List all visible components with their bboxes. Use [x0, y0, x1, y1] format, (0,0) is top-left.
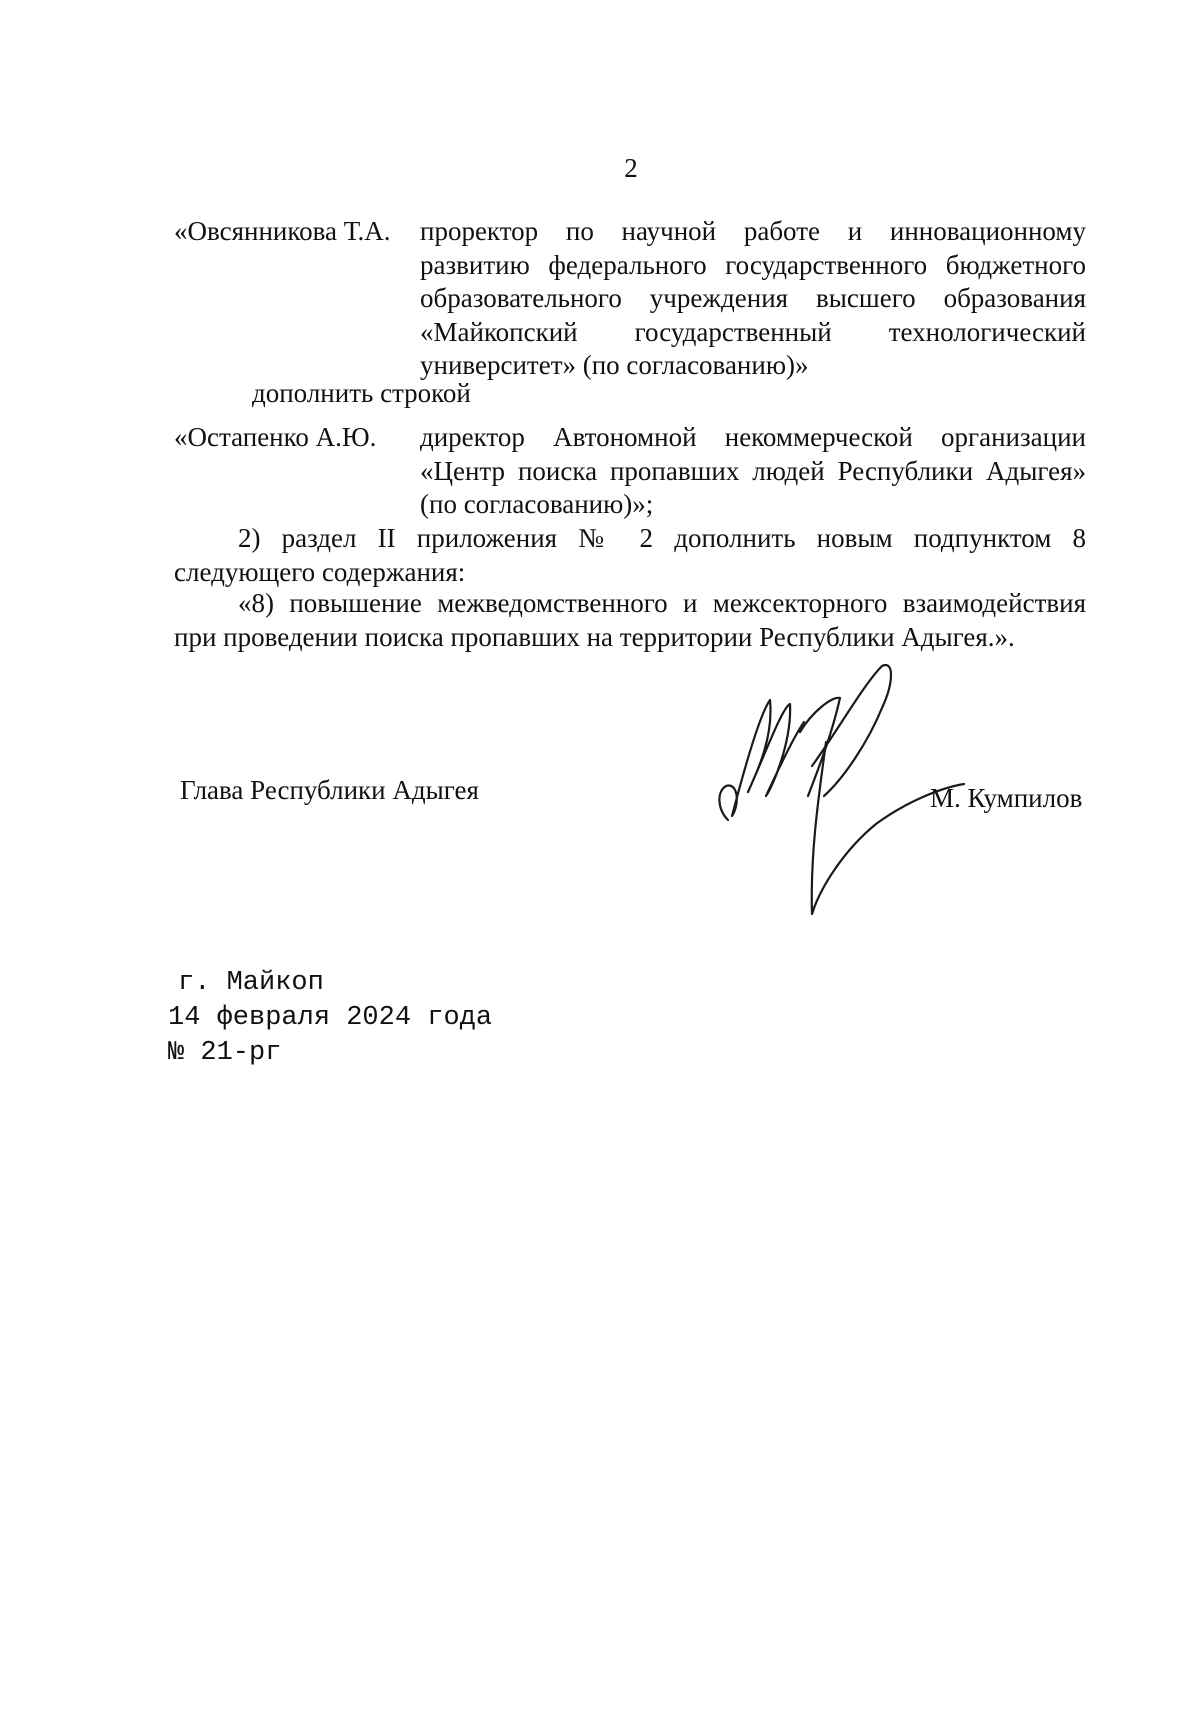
supplement-line: дополнить строкой	[252, 378, 471, 408]
signatory-position: Глава Республики Адыгея	[180, 775, 479, 805]
entry-description-ovsyannikova: проректор по научной работе и инновационному развитию федерального государственного бюджетного образовательного учреждения высшего образования «Майкопский государственный технологический университет» (по согласованию)»	[420, 216, 1086, 380]
entry-description-ostapenko: директор Автономной некоммерческой организации «Центр поиска пропавших людей Республики Адыгея» (по согласованию)»;	[420, 422, 1086, 519]
section-paragraph: 2) раздел II приложения № 2 дополнить новым подпунктом 8 следующего содержания:	[174, 523, 1086, 587]
handwritten-signature	[708, 660, 968, 960]
footer-date: 14 февраля 2024 года	[168, 1003, 493, 1033]
footer-number: № 21-рг	[168, 1038, 282, 1068]
entry-name-ostapenko: «Остапенко А.Ю.	[174, 422, 377, 452]
entry-name-ovsyannikova: «Овсянникова Т.А.	[174, 216, 391, 246]
signatory-name: М. Кумпилов	[930, 783, 1083, 813]
footer-city: г. Майкоп	[178, 968, 324, 998]
footer-block	[168, 966, 492, 1071]
page-number: 2	[624, 153, 638, 183]
quote-paragraph: «8) повышение межведомственного и межсекторного взаимодействия при проведении поиска пропавших на территории Республики Адыгея.».	[174, 588, 1086, 652]
